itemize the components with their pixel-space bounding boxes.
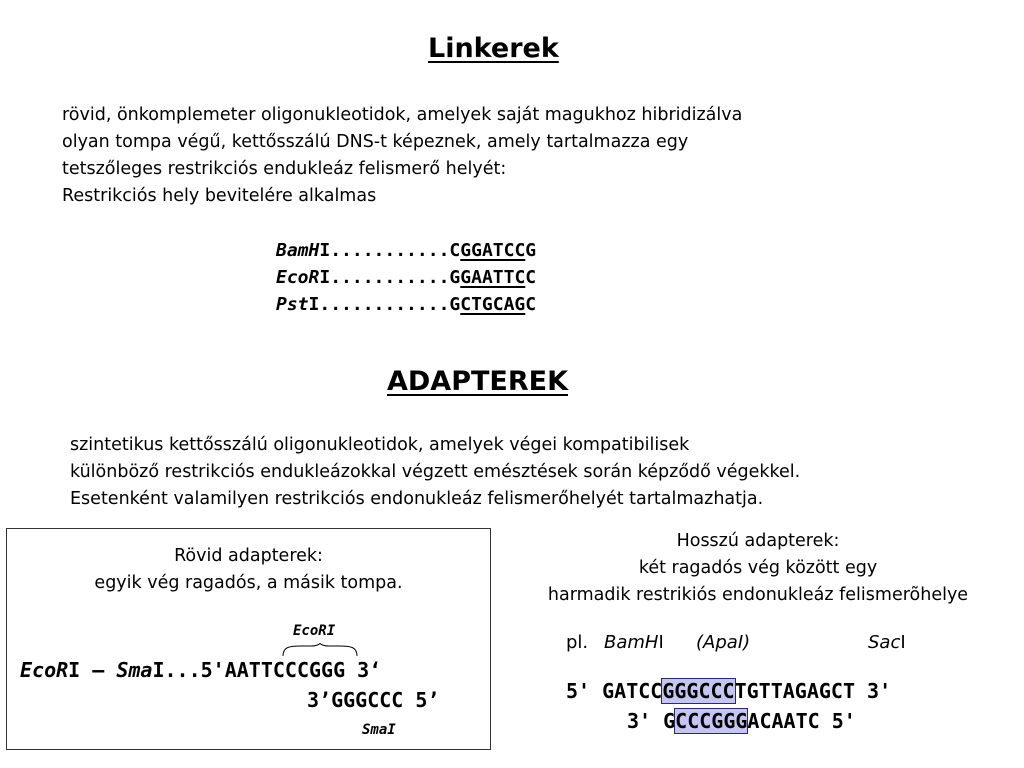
adapters-title: ADAPTEREK (387, 366, 569, 397)
enzyme-name-italic: EcoR (276, 267, 320, 288)
enzyme-name-suffix: I (319, 267, 331, 288)
sequence-flank: G (449, 267, 461, 288)
enzyme-name-suffix: I (319, 240, 331, 261)
enzyme-saci (868, 629, 906, 656)
enzyme-paren-open: ( (696, 632, 704, 653)
enzyme-name-italic: BamH (276, 240, 320, 261)
short-adapters-heading-line: Rövid adapterek: (174, 546, 323, 566)
short-adapter-bottom-strand: 3’GGGCCC 5’ (307, 688, 440, 712)
linkers-description (62, 102, 742, 210)
enzyme-name-suffix: I (900, 632, 906, 653)
long-adapters-heading-line: harmadik restrikiós endonukleáz felismerõhelye (547, 585, 969, 605)
long-adapters-heading-line: két ragadós vég között egy (638, 558, 878, 578)
smai-site-label (362, 722, 396, 738)
enzyme-name-italic: BamH (604, 632, 659, 653)
dot-leader: ........... (330, 240, 450, 261)
short-adapter-top-strand (20, 656, 381, 684)
sequence-flank: C (449, 240, 461, 261)
enzyme-name-suffix: I (326, 623, 336, 639)
short-adapters-heading (7, 543, 490, 597)
ecori-overhang-brace (281, 643, 359, 657)
adapters-description-line: szintetikus kettősszálú oligonukleotidok, amelyek végei kompatibilisek (70, 435, 690, 455)
sequence-flank: G (449, 294, 461, 315)
enzyme-apai (696, 629, 750, 656)
adapters-description (70, 432, 800, 513)
restriction-site: GAATTC (460, 267, 526, 288)
enzyme-name-italic: Sma (116, 658, 153, 682)
sequence-segment: ACAATC 5' (747, 709, 856, 733)
linker-row-psti (276, 291, 536, 318)
linker-row-ecori (276, 264, 536, 291)
enzyme-name-italic: EcoR (293, 623, 327, 639)
enzyme-name-italic: Sac (868, 632, 901, 653)
adapters-description-line: különböző restrikciós endukleázokkal végzett emésztések során képződő végekkel. (70, 462, 801, 482)
enzyme-name-suffix: I... (152, 658, 201, 682)
dot-leader: ............ (319, 294, 450, 315)
linkers-description-line: olyan tompa végű, kettősszálú DNS-t képeznek, amely tartalmazza egy (62, 132, 689, 152)
enzyme-name-suffix: I) (737, 632, 751, 653)
long-adapter-bottom-strand (627, 706, 856, 736)
sequence-segment: 5' GATCC (566, 679, 663, 703)
enzyme-name-suffix: I – (68, 658, 117, 682)
long-adapter-top-strand (566, 676, 891, 706)
restriction-site: CTGCAG (460, 294, 526, 315)
linkers-description-line: Restrikciós hely bevitelére alkalmas (62, 186, 377, 206)
linker-row-bamhi (276, 237, 536, 264)
sequence-flank: C (525, 267, 537, 288)
enzyme-name-italic: EcoR (20, 658, 69, 682)
short-adapters-box (6, 528, 491, 750)
dot-leader: ........... (330, 267, 450, 288)
restriction-site: GGATCC (460, 240, 526, 261)
sequence-flank: C (525, 294, 537, 315)
enzyme-name-italic: Pst (276, 294, 309, 315)
enzyme-name-italic: Apa (703, 632, 738, 653)
long-adapter-example-enzymes (566, 629, 1006, 656)
enzyme-name-italic: Sma (362, 722, 388, 738)
linkers-title: Linkerek (428, 33, 559, 64)
linkers-description-line: rövid, önkomplemeter oligonukleotidok, amelyek saját magukhoz hibridizálva (62, 105, 743, 125)
adapters-description-line: Esetenként valamilyen restrikciós endonukleáz felismerőhelyét tartalmazhatja. (70, 489, 764, 509)
sequence-flank: G (525, 240, 537, 261)
sequence-segment: 3' G (627, 709, 676, 733)
enzyme-name-suffix: I (658, 632, 664, 653)
enzyme-name-suffix: I (308, 294, 320, 315)
linker-sequence-list (276, 237, 536, 318)
enzyme-bamhi (604, 629, 664, 656)
enzyme-name-suffix: I (387, 722, 396, 738)
short-adapters-heading-line: egyik vég ragadós, a másik tompa. (94, 573, 403, 593)
ecori-site-label (293, 623, 335, 639)
top-strand-sequence: 5'AATTCCCGGG 3‘ (200, 658, 382, 682)
linkers-description-line: tetszőleges restrikciós endukleáz felismerő helyét: (62, 159, 507, 179)
example-prefix: pl. (566, 632, 589, 653)
long-adapters-heading (500, 528, 1016, 609)
apai-site-highlight: CCCGGG (675, 709, 748, 733)
apai-site-highlight: GGGCCC (662, 679, 735, 703)
long-adapters-heading-line: Hosszú adapterek: (676, 531, 840, 551)
sequence-segment: TGTTAGAGCT 3' (734, 679, 892, 703)
